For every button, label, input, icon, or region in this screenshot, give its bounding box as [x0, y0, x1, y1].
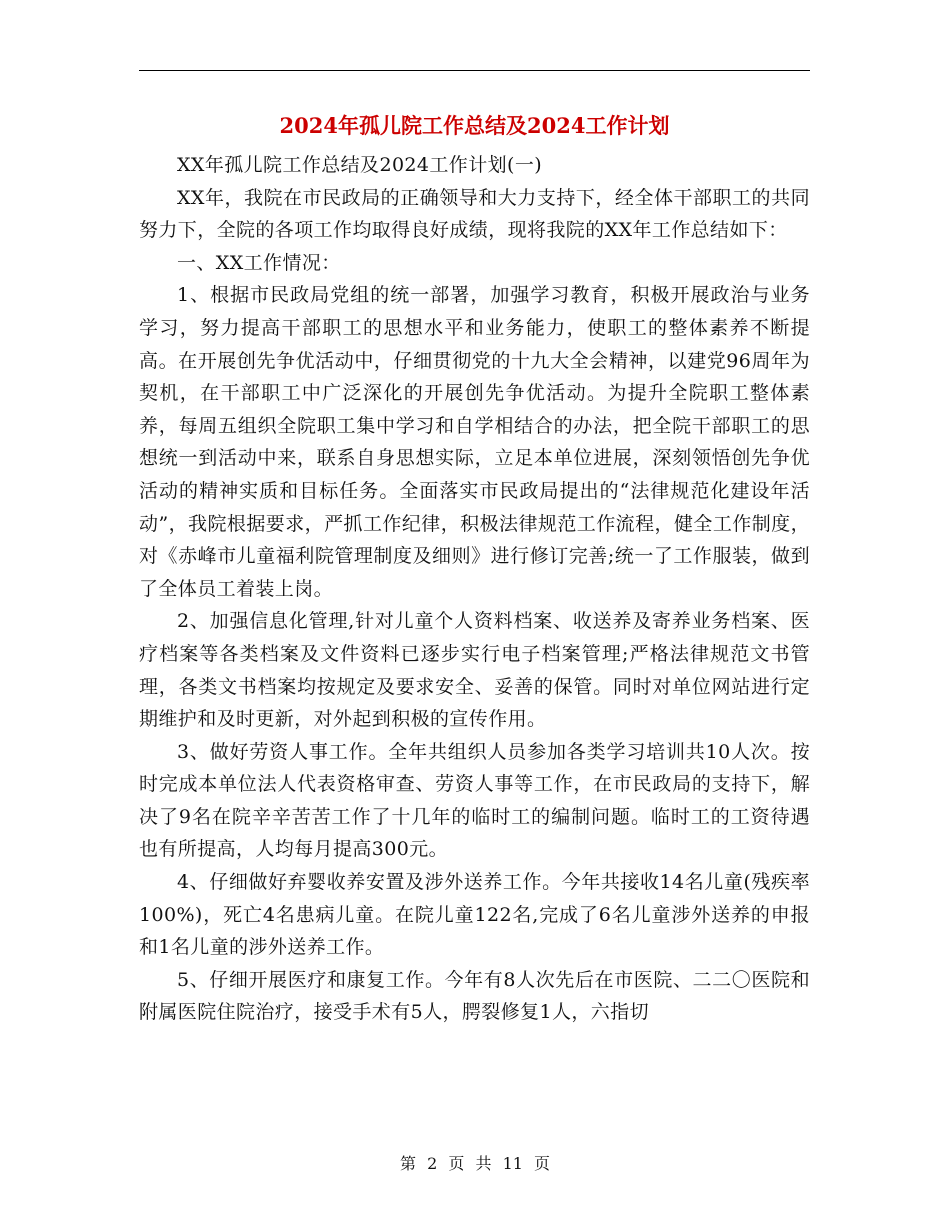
footer-gong: 共 — [475, 1154, 492, 1173]
footer-total-pages: 11 — [502, 1154, 523, 1173]
paragraph-section-heading: 一、XX工作情况： — [177, 251, 341, 274]
header-rule — [139, 70, 810, 71]
paragraph-item-4: 4、仔细做好弃婴收养安置及涉外送养工作。今年共接收14名儿童(残疾率100%)，死亡4名患病儿童。在院儿童122名,完成了6名儿童涉外送养的申报和1名儿童的涉外送养工作。 — [139, 871, 810, 959]
footer-di: 第 — [399, 1154, 416, 1173]
paragraph-intro: XX年，我院在市民政局的正确领导和大力支持下，经全体干部职工的共同努力下，全院的各项工作均取得良好成绩，现将我院的XX年工作总结如下： — [139, 186, 810, 242]
page-footer — [0, 1153, 950, 1175]
footer-ye: 页 — [448, 1154, 465, 1173]
paragraph-subtitle: XX年孤儿院工作总结及2024工作计划(一) — [177, 154, 543, 176]
paragraph-item-5: 5、仔细开展医疗和康复工作。今年有8人次先后在市医院、二二〇医院和附属医院住院治疗，接受手术有5人，腭裂修复1人，六指切 — [139, 968, 810, 1024]
document-title: 2024年孤儿院工作总结及2024工作计划 — [279, 113, 670, 138]
footer-ye-2: 页 — [534, 1154, 551, 1173]
footer-page-number: 2 — [427, 1154, 438, 1173]
document-body — [139, 149, 810, 1029]
paragraph-item-3: 3、做好劳资人事工作。全年共组织人员参加各类学习培训共10人次。按时完成本单位法人代表资格审查、劳资人事等工作，在市民政局的支持下，解决了9名在院辛辛苦苦工作了十几年的临时工的编制问题。临时工的工资待遇也有所提高，人均每月提高300元。 — [139, 740, 810, 861]
paragraph-item-2: 2、加强信息化管理,针对儿童个人资料档案、收送养及寄养业务档案、医疗档案等各类档案及文件资料已逐步实行电子档案管理;严格法律规范文书管理，各类文书档案均按规定及要求安全、妥善的保管。同时对单位网站进行定期维护和及时更新，对外起到积极的宣传作用。 — [139, 610, 810, 731]
paragraph-item-1: 1、根据市民政局党组的统一部署，加强学习教育，积极开展政治与业务学习，努力提高干部职工的思想水平和业务能力，使职工的整体素养不断提高。在开展创先争优活动中，仔细贯彻党的十九大全会精神，以建党96周年为契机，在干部职工中广泛深化的开展创先争优活动。为提升全院职工整体素养，每周五组织全院职工集中学习和自学相结合的办法，把全院干部职工的思想统一到活动中来，联系自身思想实际，立足本单位进展，深刻领悟创先争优活动的精神实质和目标任务。全面落实市民政局提出的“法律规范化建设年活动”，我院根据要求，严抓工作纪律，积极法律规范工作流程，健全工作制度，对《赤峰市儿童福利院管理制度及细则》进行修订完善;统一了工作服装，做到了全体员工着装上岗。 — [139, 284, 810, 600]
